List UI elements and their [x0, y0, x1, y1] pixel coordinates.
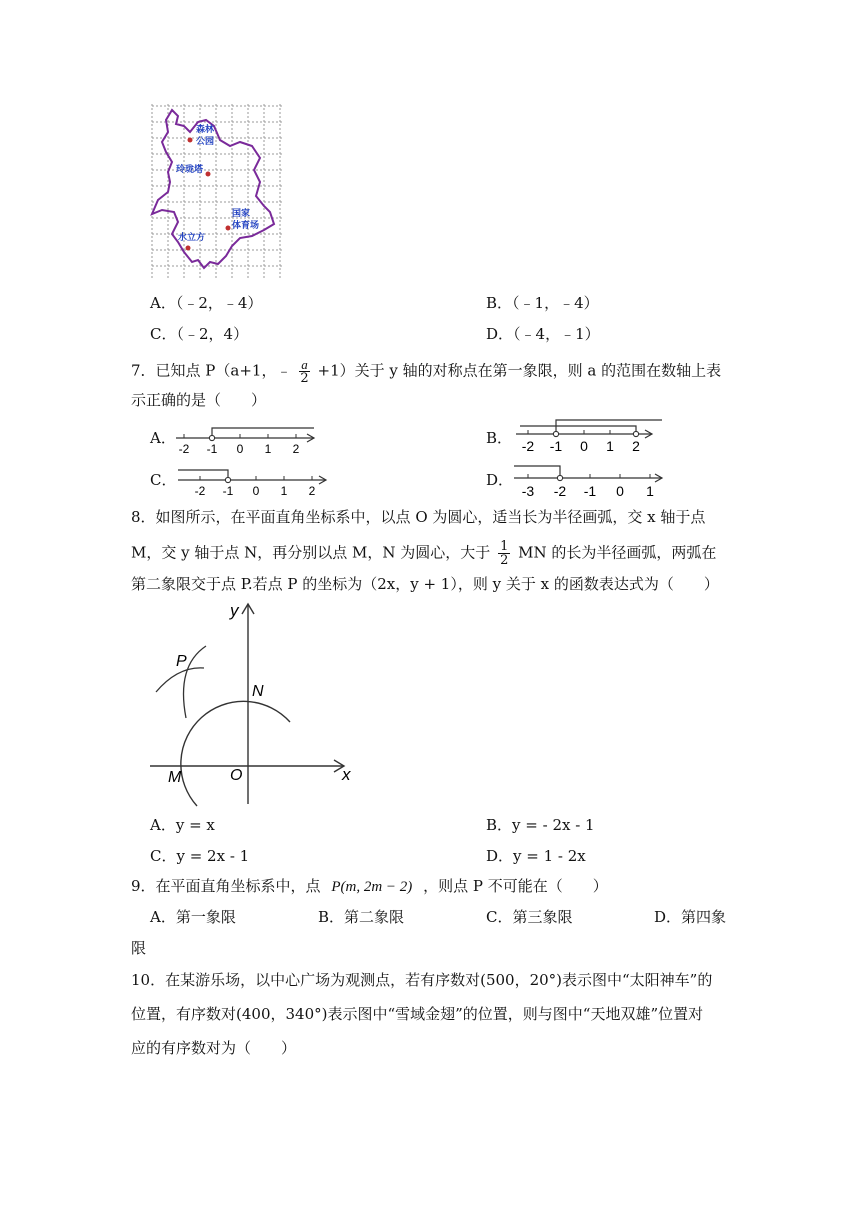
- q7b-tick-2: -1: [549, 438, 563, 454]
- q8-stem-line2: [131, 540, 716, 567]
- q8-label-y: y: [230, 601, 239, 620]
- q9-option-b[interactable]: B．第二象限: [318, 908, 405, 926]
- q7d-tick-1: -3: [521, 483, 535, 499]
- q9-option-c[interactable]: C．第三象限: [486, 908, 573, 926]
- q6-option-c[interactable]: C．（﹣2，4）: [150, 325, 249, 343]
- q8-label-p: P: [176, 653, 187, 670]
- q10-stem-line3: 应的有序数对为（ ）: [131, 1039, 297, 1057]
- map-label-forest-park-2: 公园: [196, 136, 215, 146]
- q10-stem-line2: 位置，有序数对(400，340°)表示图中“雪域金翅”的位置，则与图中“天地双雄”位置对: [131, 1005, 704, 1023]
- q7-option-c-numberline[interactable]: [176, 460, 332, 498]
- q8-coordinate-figure: [148, 600, 360, 810]
- q7-stem-prefix: 7．已知点 P（a+1，﹣: [131, 361, 292, 380]
- q7-option-a-label[interactable]: A．: [150, 429, 176, 447]
- q9-option-a[interactable]: A．第一象限: [150, 908, 236, 926]
- q7-frac-den: 2: [300, 371, 309, 386]
- q7-fraction: [299, 358, 310, 385]
- map-label-national-stadium-2: 体育场: [232, 220, 260, 230]
- q8-option-c[interactable]: C．y = 2x - 1: [150, 847, 250, 865]
- q6-option-d[interactable]: D．（﹣4，﹣1）: [486, 325, 600, 343]
- q7c-tick-1: -2: [194, 484, 206, 498]
- map-label-water-cube: 水立方: [178, 232, 206, 242]
- q7-stem-suffix: +1）关于 y 轴的对称点在第一象限，则 a 的范围在数轴上表: [317, 361, 722, 380]
- q8-option-d[interactable]: D．y = 1 - 2x: [486, 847, 586, 865]
- map-label-forest-park: 森林: [196, 124, 215, 134]
- q10-stem-line1: 10．在某游乐场，以中心广场为观测点，若有序数对(500，20°)表示图中“太阳神车”的: [131, 971, 713, 989]
- q9-point-expression: P(m, 2m − 2): [331, 879, 413, 895]
- q7b-tick-1: -2: [521, 438, 535, 454]
- q7-stem-line2: 示正确的是（ ）: [131, 391, 267, 409]
- q8-label-n: N: [252, 683, 264, 700]
- q6-option-a[interactable]: A．（﹣2，﹣4）: [150, 294, 263, 312]
- q8-label-o: O: [230, 767, 243, 784]
- q7a-tick-2: -1: [206, 442, 218, 456]
- q7c-tick-2: -1: [222, 484, 234, 498]
- map-label-national-stadium: 国家: [232, 208, 251, 218]
- map-figure: [148, 102, 290, 282]
- q7d-tick-5: 1: [646, 483, 654, 499]
- q7c-tick-4: 1: [280, 484, 288, 498]
- q8-option-b[interactable]: B．y = - 2x - 1: [486, 816, 595, 834]
- q7-option-c-label[interactable]: C．: [150, 471, 177, 489]
- q7-option-d-label[interactable]: D．: [486, 471, 514, 489]
- q8-stem-line2-suffix: MN 的长为半径画弧，两弧在: [518, 543, 717, 562]
- q7b-tick-5: 2: [632, 438, 640, 454]
- q9-stem: [131, 876, 608, 897]
- q8-frac-num: 1: [500, 539, 509, 554]
- q8-stem-line2-prefix: M，交 y 轴于点 N，再分别以点 M，N 为圆心，大于: [131, 543, 491, 562]
- q8-frac-den: 2: [500, 553, 509, 568]
- q7-option-a-numberline[interactable]: [174, 424, 320, 458]
- q8-stem-line3: 第二象限交于点 P.若点 P 的坐标为（2x，y + 1），则 y 关于 x 的函数表达式为（ ）: [131, 575, 719, 593]
- q7a-tick-3: 0: [236, 442, 244, 456]
- q9-stem-suffix: ，则点 P 不可能在（ ）: [423, 877, 608, 895]
- q8-label-m: M: [168, 769, 182, 786]
- q7c-tick-5: 2: [308, 484, 316, 498]
- q7a-tick-1: -2: [178, 442, 190, 456]
- q7c-tick-3: 0: [252, 484, 260, 498]
- q8-option-a[interactable]: A．y = x: [150, 816, 215, 834]
- q7d-tick-3: -1: [583, 483, 597, 499]
- map-grid: [152, 104, 284, 280]
- q7a-tick-4: 1: [264, 442, 272, 456]
- map-label-linglong-tower: 玲珑塔: [176, 164, 204, 174]
- q9-option-d[interactable]: D．第四象: [654, 908, 727, 926]
- q7-option-d-numberline[interactable]: [512, 458, 668, 500]
- q7a-tick-5: 2: [292, 442, 300, 456]
- q7-frac-num: a: [301, 357, 308, 372]
- q7b-tick-4: 1: [606, 438, 614, 454]
- q7b-tick-3: 0: [580, 438, 588, 454]
- q7d-tick-4: 0: [616, 483, 624, 499]
- q6-option-b[interactable]: B．（﹣1，﹣4）: [486, 294, 599, 312]
- q9-stem-prefix: 9．在平面直角坐标系中，点: [131, 877, 321, 895]
- q8-fraction: [498, 540, 510, 567]
- q8-stem-line1: 8．如图所示，在平面直角坐标系中，以点 O 为圆心，适当长为半径画弧，交 x 轴于点: [131, 508, 706, 526]
- q9-option-d-wrap: 限: [131, 939, 147, 957]
- q7-stem-line1: [131, 358, 721, 385]
- q8-label-x: x: [342, 765, 351, 784]
- q7-option-b-numberline[interactable]: [512, 416, 664, 456]
- q7d-tick-2: -2: [553, 483, 567, 499]
- q7-option-b-label[interactable]: B．: [486, 429, 513, 447]
